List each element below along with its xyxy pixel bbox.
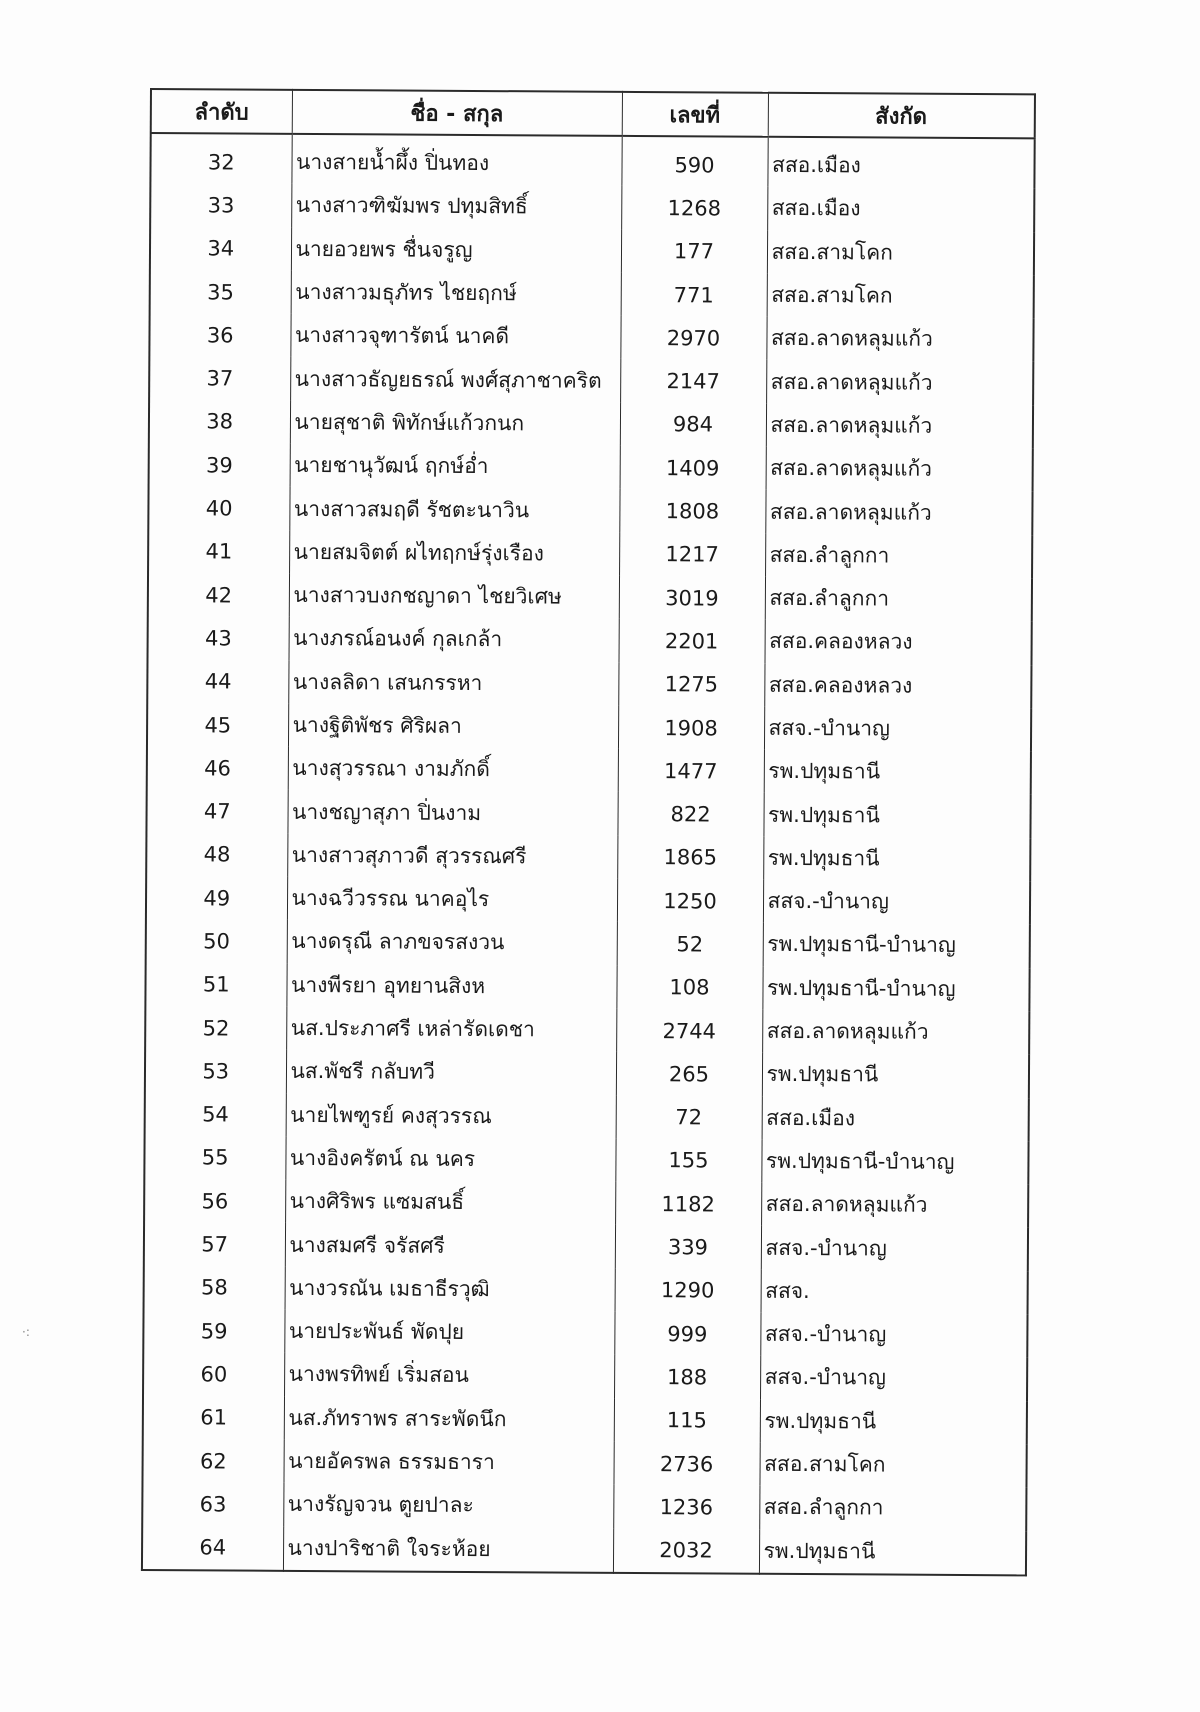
row-number-cell: 1217 <box>619 533 765 577</box>
table-row <box>145 1006 1029 1055</box>
row-name-cell: นางสาวฑิฆัมพร ปทุมสิทธิ์ <box>291 184 621 229</box>
row-order-cell: 55 <box>144 1136 285 1180</box>
row-order-cell: 41 <box>148 530 289 574</box>
row-name-cell: นางสายน้ำผึ้ง ปิ่นทอง <box>291 134 621 186</box>
row-affiliation-cell: สสอ.คลองหลวง <box>764 620 1031 665</box>
table-row <box>148 616 1032 665</box>
row-affiliation-cell: สสอ.ลาดหลุมแก้ว <box>766 447 1033 492</box>
row-order-cell: 44 <box>147 660 288 704</box>
row-affiliation-cell: สสอ.สามโคก <box>767 230 1034 275</box>
row-number-cell: 52 <box>617 922 763 966</box>
row-number-cell: 1275 <box>618 662 764 706</box>
row-affiliation-cell: รพ.ปทุมธานี <box>760 1399 1027 1444</box>
table-row <box>149 313 1033 362</box>
table-row <box>148 573 1032 622</box>
row-order-cell: 64 <box>142 1525 283 1570</box>
row-name-cell: นางรัญจวน ตูยปาละ <box>283 1483 613 1528</box>
row-order-cell: 45 <box>147 703 288 747</box>
row-number-cell: 2744 <box>616 1009 762 1053</box>
row-order-cell: 42 <box>148 573 289 617</box>
row-affiliation-cell: สสอ.ลาดหลุมแก้ว <box>766 317 1033 362</box>
row-affiliation-cell: รพ.ปทุมธานี-บำนาญ <box>763 923 1030 968</box>
row-name-cell: นส.ภัทราพร สาระพัดนึก <box>284 1396 614 1441</box>
row-number-cell: 822 <box>617 792 763 836</box>
row-order-cell: 33 <box>150 183 291 227</box>
row-affiliation-cell: รพ.ปทุมธานี <box>762 1053 1029 1098</box>
table-row <box>144 1222 1028 1271</box>
table-row <box>147 660 1031 709</box>
row-order-cell: 57 <box>144 1222 285 1266</box>
row-name-cell: นายประพันธ์ พัดปุย <box>284 1310 614 1355</box>
row-name-cell: นางดรุณี ลาภขจรสงวน <box>287 920 617 965</box>
row-name-cell: นายชานุวัฒน์ ฤกษ์อ่ำ <box>290 444 620 489</box>
row-number-cell: 2970 <box>620 316 766 360</box>
row-number-cell: 771 <box>621 273 767 317</box>
row-name-cell: นางชญาสุภา ปิ่นงาม <box>287 790 617 835</box>
row-affiliation-cell: สสจ. <box>761 1269 1028 1314</box>
row-name-cell: นางสาวธัญยธรณ์ พงศ์สุภาชาคริต <box>290 357 620 402</box>
row-order-cell: 58 <box>144 1266 285 1310</box>
table-row <box>142 1525 1026 1575</box>
row-affiliation-cell: สสอ.สามโคก <box>767 274 1034 319</box>
row-affiliation-cell: สสจ.-บำนาญ <box>761 1226 1028 1271</box>
row-order-cell: 53 <box>145 1049 286 1093</box>
scan-speck: ·: <box>22 1325 30 1339</box>
row-order-cell: 49 <box>146 876 287 920</box>
row-order-cell: 50 <box>146 919 287 963</box>
row-number-cell: 1236 <box>613 1485 759 1529</box>
row-affiliation-cell: รพ.ปทุมธานี <box>763 837 1030 882</box>
row-name-cell: นายอัครพล ธรรมธารา <box>283 1440 613 1485</box>
row-name-cell: นายสุชาติ พิทักษ์แก้วกนก <box>290 401 620 446</box>
table-header-row <box>151 89 1035 138</box>
row-order-cell: 54 <box>145 1093 286 1137</box>
table-row <box>143 1396 1027 1445</box>
row-name-cell: นางสุวรรณา งามภักดิ์ <box>288 747 618 792</box>
row-order-cell: 37 <box>149 356 290 400</box>
table-row <box>150 270 1034 319</box>
row-affiliation-cell: สสจ.-บำนาญ <box>764 707 1031 752</box>
table-row <box>150 227 1034 276</box>
table-row <box>148 486 1032 535</box>
header-affiliation: สังกัด <box>768 93 1035 139</box>
row-affiliation-cell: สสอ.เมือง <box>767 187 1034 232</box>
table-row <box>143 1309 1027 1358</box>
row-affiliation-cell: สสอ.ลาดหลุมแก้ว <box>761 1183 1028 1228</box>
row-number-cell: 2032 <box>613 1528 759 1573</box>
row-number-cell: 108 <box>616 966 762 1010</box>
row-name-cell: นางพรทิพย์ เริ่มสอน <box>284 1353 614 1398</box>
roster-table-wrapper <box>141 88 1034 1576</box>
row-order-cell: 61 <box>143 1396 284 1440</box>
row-name-cell: นางฉวีวรรณ นาคอุไร <box>287 877 617 922</box>
row-number-cell: 1290 <box>615 1269 761 1313</box>
row-number-cell: 3019 <box>619 576 765 620</box>
header-name: ชื่อ - สกุล <box>292 90 622 136</box>
row-affiliation-cell: รพ.ปทุมธานี-บำนาญ <box>761 1140 1028 1185</box>
row-affiliation-cell: สสอ.ลำลูกกา <box>765 533 1032 578</box>
row-order-cell: 40 <box>148 486 289 530</box>
row-affiliation-cell: รพ.ปทุมธานี <box>764 750 1031 795</box>
table-row <box>145 963 1029 1012</box>
row-affiliation-cell: สสอ.เมือง <box>762 1096 1029 1141</box>
header-order: ลำดับ <box>151 89 292 134</box>
row-order-cell: 32 <box>150 133 291 184</box>
row-name-cell: นางฐิติพัชร ศิริผลา <box>288 704 618 749</box>
table-row <box>145 1049 1029 1098</box>
row-order-cell: 48 <box>146 833 287 877</box>
table-row <box>146 789 1030 838</box>
table-row <box>145 1093 1029 1142</box>
row-name-cell: นางอิงครัตน์ ณ นคร <box>285 1137 615 1182</box>
row-number-cell: 177 <box>621 229 767 273</box>
row-name-cell: นางสาวสมฤดี รัชตะนาวิน <box>289 487 619 532</box>
row-order-cell: 43 <box>148 616 289 660</box>
row-order-cell: 46 <box>147 746 288 790</box>
row-order-cell: 60 <box>143 1352 284 1396</box>
row-affiliation-cell: สสอ.ลำลูกกา <box>765 577 1032 622</box>
row-name-cell: นางปาริชาติ ใจระห้อย <box>283 1526 613 1572</box>
row-number-cell: 1808 <box>619 489 765 533</box>
row-number-cell: 999 <box>614 1312 760 1356</box>
table-row <box>147 703 1031 752</box>
row-name-cell: นางพีรยา อุทยานสิงห <box>286 963 616 1008</box>
roster-table <box>141 88 1036 1576</box>
row-affiliation-cell: สสอ.ลาดหลุมแก้ว <box>766 404 1033 449</box>
row-name-cell: นางสาวมธุภัทร ไชยฤกษ์ <box>291 271 621 316</box>
row-number-cell: 339 <box>615 1225 761 1269</box>
table-row <box>149 443 1033 492</box>
row-affiliation-cell: สสอ.ลาดหลุมแก้ว <box>762 1010 1029 1055</box>
table-row <box>142 1439 1026 1488</box>
row-name-cell: นางลลิดา เสนกรรหา <box>288 660 618 705</box>
row-number-cell: 590 <box>621 136 767 187</box>
row-number-cell: 115 <box>614 1398 760 1442</box>
row-number-cell: 1908 <box>618 706 764 750</box>
table-row <box>147 746 1031 795</box>
row-order-cell: 52 <box>145 1006 286 1050</box>
row-number-cell: 265 <box>616 1052 762 1096</box>
row-affiliation-cell: สสจ.-บำนาญ <box>760 1356 1027 1401</box>
table-row <box>146 833 1030 882</box>
row-affiliation-cell: รพ.ปทุมธานี-บำนาญ <box>762 966 1029 1011</box>
table-row <box>150 133 1034 189</box>
row-number-cell: 2201 <box>618 619 764 663</box>
row-number-cell: 1477 <box>618 749 764 793</box>
row-number-cell: 1865 <box>617 836 763 880</box>
row-name-cell: นางศิริพร แซมสนธิ์ <box>285 1180 615 1225</box>
row-name-cell: นางสาวจุฑารัตน์ นาคดี <box>290 314 620 359</box>
table-row <box>144 1266 1028 1315</box>
row-number-cell: 2147 <box>620 359 766 403</box>
table-row <box>149 356 1033 405</box>
row-name-cell: นางภรณ์อนงค์ กุลเกล้า <box>289 617 619 662</box>
row-affiliation-cell: สสอ.ลำลูกกา <box>759 1486 1026 1531</box>
table-row <box>150 183 1034 232</box>
row-affiliation-cell: สสจ.-บำนาญ <box>760 1313 1027 1358</box>
row-name-cell: นายอวยพร ชื่นจรูญ <box>291 227 621 272</box>
row-affiliation-cell: สสอ.เมือง <box>767 137 1034 189</box>
table-row <box>144 1136 1028 1185</box>
row-affiliation-cell: สสอ.ลาดหลุมแก้ว <box>766 360 1033 405</box>
roster-body <box>142 133 1035 1575</box>
row-name-cell: นายไพฑูรย์ คงสุวรรณ <box>286 1093 616 1138</box>
header-number: เลขที่ <box>622 92 768 137</box>
row-affiliation-cell: สสอ.สามโคก <box>759 1443 1026 1488</box>
table-row <box>149 400 1033 449</box>
table-row <box>142 1482 1026 1531</box>
table-row <box>143 1352 1027 1401</box>
table-row <box>146 876 1030 925</box>
row-affiliation-cell: สสอ.คลองหลวง <box>764 663 1031 708</box>
table-row <box>148 530 1032 579</box>
row-number-cell: 2736 <box>613 1442 759 1486</box>
table-row <box>146 919 1030 968</box>
row-order-cell: 35 <box>150 270 291 314</box>
row-affiliation-cell: สสอ.ลาดหลุมแก้ว <box>765 490 1032 535</box>
row-name-cell: นางวรณัน เมธาธีรวุฒิ <box>285 1267 615 1312</box>
row-number-cell: 1250 <box>617 879 763 923</box>
row-number-cell: 1182 <box>615 1182 761 1226</box>
row-affiliation-cell: รพ.ปทุมธานี <box>759 1529 1026 1575</box>
row-affiliation-cell: สสจ.-บำนาญ <box>763 880 1030 925</box>
row-order-cell: 62 <box>142 1439 283 1483</box>
row-name-cell: นส.พัชรี กลับทวี <box>286 1050 616 1095</box>
row-number-cell: 188 <box>614 1355 760 1399</box>
row-number-cell: 1409 <box>620 446 766 490</box>
row-order-cell: 47 <box>146 789 287 833</box>
row-name-cell: นายสมจิตต์ ผไทฤกษ์รุ่งเรือง <box>289 531 619 576</box>
row-order-cell: 63 <box>142 1482 283 1526</box>
row-order-cell: 39 <box>149 443 290 487</box>
row-number-cell: 72 <box>616 1095 762 1139</box>
row-name-cell: นส.ประภาศรี เหล่ารัดเดชา <box>286 1007 616 1052</box>
row-order-cell: 36 <box>149 313 290 357</box>
row-order-cell: 59 <box>143 1309 284 1353</box>
row-affiliation-cell: รพ.ปทุมธานี <box>763 793 1030 838</box>
row-name-cell: นางสาวบงกชญาดา ไชยวิเศษ <box>289 574 619 619</box>
table-row <box>144 1179 1028 1228</box>
row-number-cell: 155 <box>615 1139 761 1183</box>
row-name-cell: นางสมศรี จรัสศรี <box>285 1223 615 1268</box>
row-number-cell: 1268 <box>621 186 767 230</box>
row-name-cell: นางสาวสุภาวดี สุวรรณศรี <box>287 834 617 879</box>
row-order-cell: 38 <box>149 400 290 444</box>
row-number-cell: 984 <box>620 403 766 447</box>
row-order-cell: 34 <box>150 227 291 271</box>
row-order-cell: 56 <box>144 1179 285 1223</box>
row-order-cell: 51 <box>145 963 286 1007</box>
